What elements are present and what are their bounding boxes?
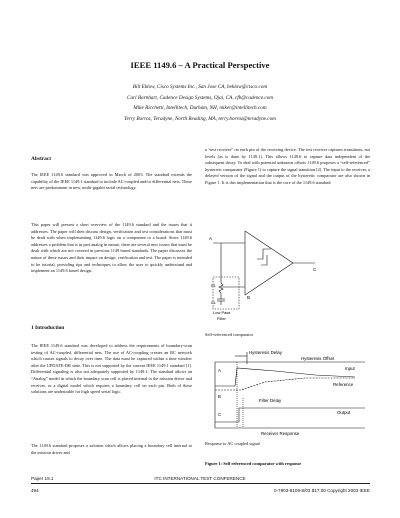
figure-caption-1: Self-referenced comparator xyxy=(205,332,254,337)
filter-delay-label: Filter Delay xyxy=(259,398,282,403)
intro-paragraph-1: The IEEE 1149.6 standard was developed to address the requirements of boundary-scan testing of AC-coupled, differential nets. The use of AC-coupling creates an RC network which causes signals to decay over time. The data must be captured within a time window after the UPDATE-DR state. This is not supported by the current IEEE 1149.1 standard [1]. Differential signaling is also not adequately supported by 1149.1. The standard allows an “Analog” model in which the boundary scan cell is placed internal to the mission driver and receiver, or a digital model which requires a boundary cell on each pin. Both of these solutions are undesirable for high speed serial logic. xyxy=(31,343,192,395)
abstract-paragraph-2: This paper will present a short overview of the 1149.6 standard and the issues that it addresses. The paper will then discuss design, verification and test considerations that must be dealt with when implementing 1149.6 logic on a component or a board. Since 1149.6 addresses a problem that is in part analog in nature, there are several new issues that must be dealt with which are not covered in previous 1149 based standards. The paper discusses the nature of these issues and their impact on design, verification and test. The paper is intended to be tutorial, providing tips and techniques to allow the user to quickly understand and implement an 1149.6 based design. xyxy=(31,222,192,274)
receiver-response-label: Receiver Response xyxy=(261,431,300,436)
intro-paragraph-2: The 1149.6 standard proposes a solution which allows placing a boundary cell internal to the mission driver and xyxy=(31,443,192,455)
right-paragraph-1: a “test receiver” on each pin of the receiving device. The test receiver captures transitions, not levels (as is done by 1149.1). This allows 1149.6 to capture data independent of the subsequent decay. To deal with potential unknown offsets 1149.6 proposes a “self-referenced” hysteretic comparator (Figure 1) to capture the signal transition [2]. The input to the receiver, a delayed version of the signal and the output of the hysteretic comparator are also shown in Figure 1. It is this implementation that is the core of the 1149.6 standard. xyxy=(205,147,370,185)
waveform-a-label: A xyxy=(218,368,221,373)
filter-label: Low Pass xyxy=(213,310,231,315)
author-line: Terry Borroz, Teradyne, North Reading, MA, terry.borroz@teradyne.com xyxy=(124,115,276,122)
conference-name: ITC INTERNATIONAL TEST CONFERENCE xyxy=(154,476,246,481)
c1-label: C1 xyxy=(211,301,216,305)
node-b-label: B xyxy=(247,295,251,300)
node-a-label: A xyxy=(209,236,213,241)
waveform-c-label: C xyxy=(218,412,222,417)
intro-heading: 1 Introduction xyxy=(31,325,65,331)
figure-caption-main: Figure 1: Self referenced comparator with response xyxy=(205,461,302,466)
node-c-label: C xyxy=(313,267,317,272)
filter-label: Filter xyxy=(217,316,226,321)
abstract-heading: Abstract xyxy=(31,156,52,162)
paper-title: IEEE 1149.6 – A Practical Perspective xyxy=(130,60,270,70)
abstract-paragraph-1: The IEEE 1149.6 standard was approved in March of 2003. The standard extends the capability of the IEEE 1149.1 standard to include AC-coupled and/or differential nets. These nets are predominant in new, multi-gigabit serial technology. xyxy=(31,172,192,191)
comparator-schematic xyxy=(205,225,330,325)
author-line: Bill Eklow, Cisco Systems Inc., San Jose CA, beklow@cisco.com xyxy=(132,84,268,90)
figure-caption-2: Response to AC coupled signal xyxy=(205,441,260,446)
footer-rule-top xyxy=(31,483,370,484)
hysteresis-delay-label: Hysteresis Delay xyxy=(249,350,282,355)
author-line: Mike Ricchetti, Intellitech, Durham, NH, miker@intellitech.com xyxy=(133,105,267,111)
copyright-line: 0-7803-8106-8/03 $17.00 Copyright 2003 IEEE xyxy=(273,488,370,493)
page-number: 494 xyxy=(31,488,39,493)
waveform-diagram xyxy=(205,342,375,438)
author-line: Carl Barnhart, Cadence Design Systems, Ojai, CA, cfb@cadence.com xyxy=(127,94,273,101)
paper-number: Paper 19.1 xyxy=(31,476,54,481)
input-label: Input xyxy=(345,366,355,371)
reference-label: Reference xyxy=(333,382,354,387)
hysteresis-offset-label: Hysteresis Offset xyxy=(301,356,335,361)
r1-label: R1 xyxy=(211,284,216,288)
output-label: Output xyxy=(337,410,351,415)
author-list xyxy=(0,82,400,124)
waveform-b-label: B xyxy=(218,394,221,399)
